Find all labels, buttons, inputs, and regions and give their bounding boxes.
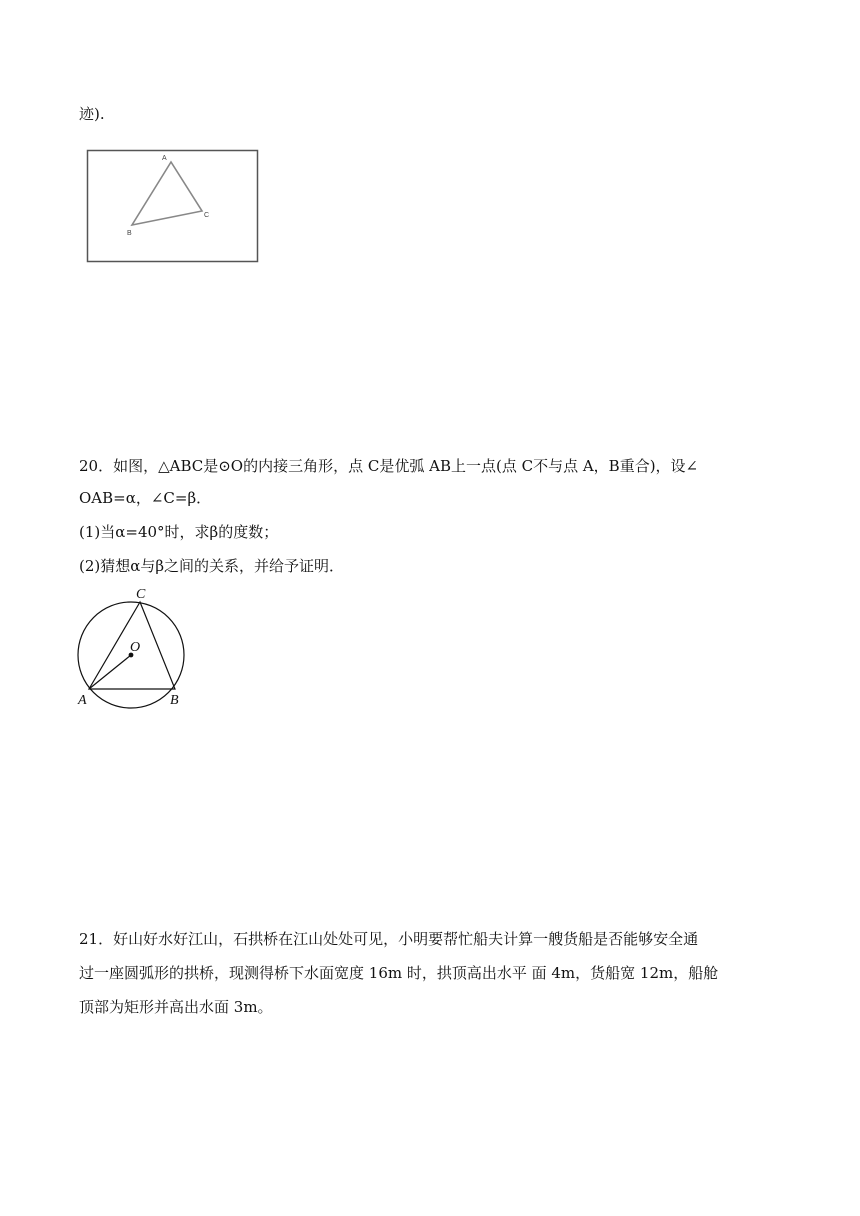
q20-line1: 20．如图，△ABC是⊙O的内接三角形，点 C是优弧 AB上一点(点 C不与点 A，B重合)，设∠	[79, 457, 699, 475]
segment-oa	[89, 655, 131, 689]
q21-line1: 21．好山好水好江山，石拱桥在江山处处可见，小明要帮忙船夫计算一艘货船是否能够安全通	[79, 930, 699, 948]
q20-part2: (2)猜想α与β之间的关系，并给予证明．	[79, 557, 345, 575]
vertex-label-b: B	[127, 230, 132, 237]
q21-line2: 过一座圆弧形的拱桥，现测得桥下水面宽度 16m 时，拱顶高出水平 面 4m，货船宽 12m，船舱	[79, 964, 719, 982]
figure-frame	[88, 151, 258, 262]
q20-part1: (1)当α=40°时，求β的度数；	[79, 523, 279, 541]
vertex-label-c: C	[204, 212, 210, 219]
q20-line2: OAB=α，∠C=β．	[79, 489, 212, 507]
q21-line3: 顶部为矩形并高出水面 3m。	[79, 998, 273, 1016]
top-fragment: 迹).	[79, 105, 105, 123]
point-label-a: A	[78, 693, 87, 708]
point-label-o: O	[130, 640, 141, 655]
circle-figure	[72, 583, 192, 709]
triangle-abc	[132, 162, 202, 225]
point-label-c: C	[136, 587, 146, 602]
triangle-figure	[86, 149, 260, 264]
point-label-b: B	[170, 693, 179, 708]
vertex-label-a: A	[162, 155, 167, 162]
